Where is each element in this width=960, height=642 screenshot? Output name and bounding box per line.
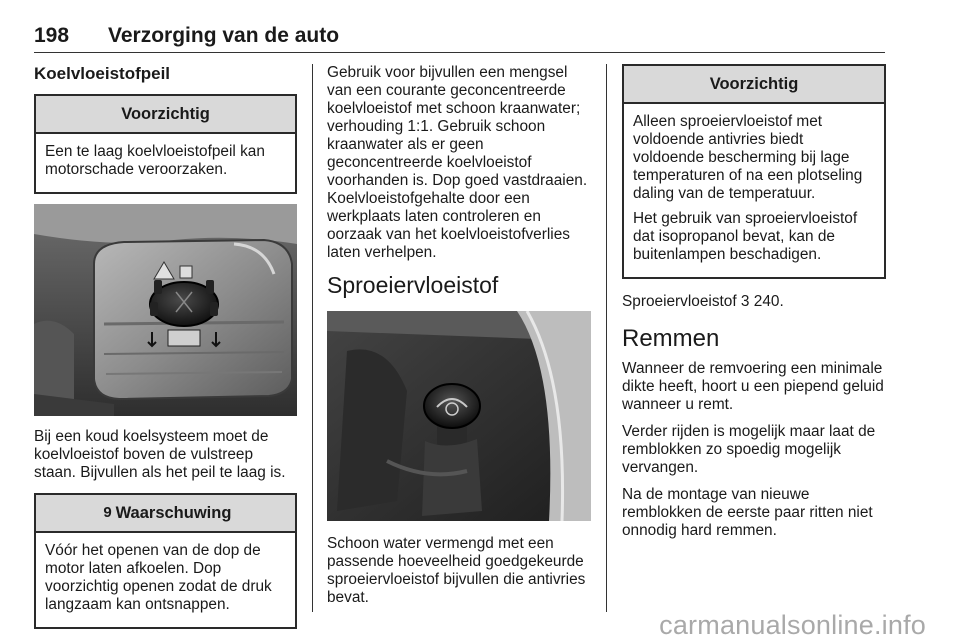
page-arrow-icon: 3 <box>740 293 750 310</box>
page-header <box>34 24 885 53</box>
warning-box-title <box>36 495 295 533</box>
column-1 <box>34 64 297 639</box>
caution-text-isopropanol: Het gebruik van sproeiervloeistof dat isopropanol bevat, kan de buitenlampen beschadigen. <box>633 210 858 263</box>
brakes-paragraph-1: Wanneer de remvoering een minimale dikte heeft, hoort u een piepend geluid wanneer u remt. <box>622 360 884 413</box>
caution-text-antifreeze: Alleen sproeiervloeistof met voldoende antivries biedt voldoende bescherming bij lage temperaturen of na een plotseling daling van de temperatuur. <box>633 113 863 202</box>
washer-fluid-instruction: Schoon water vermengd met een passende hoeveelheid goedgekeurde sproeiervloeistof bijvullen die antivries bevat. <box>327 535 586 606</box>
section-heading-brakes: Remmen <box>622 325 720 352</box>
column-divider <box>312 64 313 612</box>
coolant-reservoir-photo <box>34 204 297 416</box>
warning-text: Vóór het openen van de dop de motor laten afkoelen. Dop voorzichtig openen zodat de druk langzaam kan ontsnappen. <box>45 542 272 613</box>
section-heading-coolant: Koelvloeistofpeil <box>34 64 171 83</box>
warning-title-text: Waarschuwing <box>115 504 232 522</box>
chapter-title: Verzorging van de auto <box>108 24 340 47</box>
watermark: carmanualsonline.info <box>659 610 926 640</box>
caution-box-title: Voorzichtig <box>36 96 295 134</box>
cross-reference <box>622 293 886 311</box>
caution-box-washer <box>622 64 886 279</box>
washer-fluid-reservoir-photo <box>327 311 591 521</box>
column-2 <box>327 64 591 616</box>
section-heading-washer-fluid: Sproeiervloeistof <box>327 272 499 298</box>
brakes-paragraph-3: Na de montage van nieuwe remblokken de eerste paar ritten niet onnodig hard remmen. <box>622 486 873 539</box>
column-divider <box>606 64 607 612</box>
reference-label: Sproeiervloeistof <box>622 293 741 310</box>
caution-text: Een te laag koelvloeistofpeil kan motorschade veroorzaken. <box>45 143 265 178</box>
caution-box-title: Voorzichtig <box>624 66 884 104</box>
coolant-mix-paragraph: Gebruik voor bijvullen een mengsel van een courante geconcentreerde koelvloeistof met schoon kraanwater; verhouding 1:1. Gebruik schoon kraanwater als er geen geconcentreerde koelvloeistof voorhanden is. Dop goed vastdraaien. Koelvloeistofgehalte door een werkplaats laten controleren en oorzaak van het koelvloeistofverlies laten verhelpen. <box>327 64 588 261</box>
warning-triangle-icon: 9 <box>103 504 112 521</box>
page-number: 198 <box>34 24 70 47</box>
brakes-paragraph-2: Verder rijden is mogelijk maar laat de remblokken zo spoedig mogelijk vervangen. <box>622 423 876 476</box>
column-3 <box>622 64 886 549</box>
reference-page: 240. <box>749 293 784 310</box>
warning-box <box>34 493 297 629</box>
caution-box <box>34 94 297 194</box>
coolant-instruction: Bij een koud koelsysteem moet de koelvloeistof boven de vulstreep staan. Bijvullen als het peil te laag is. <box>34 428 286 481</box>
